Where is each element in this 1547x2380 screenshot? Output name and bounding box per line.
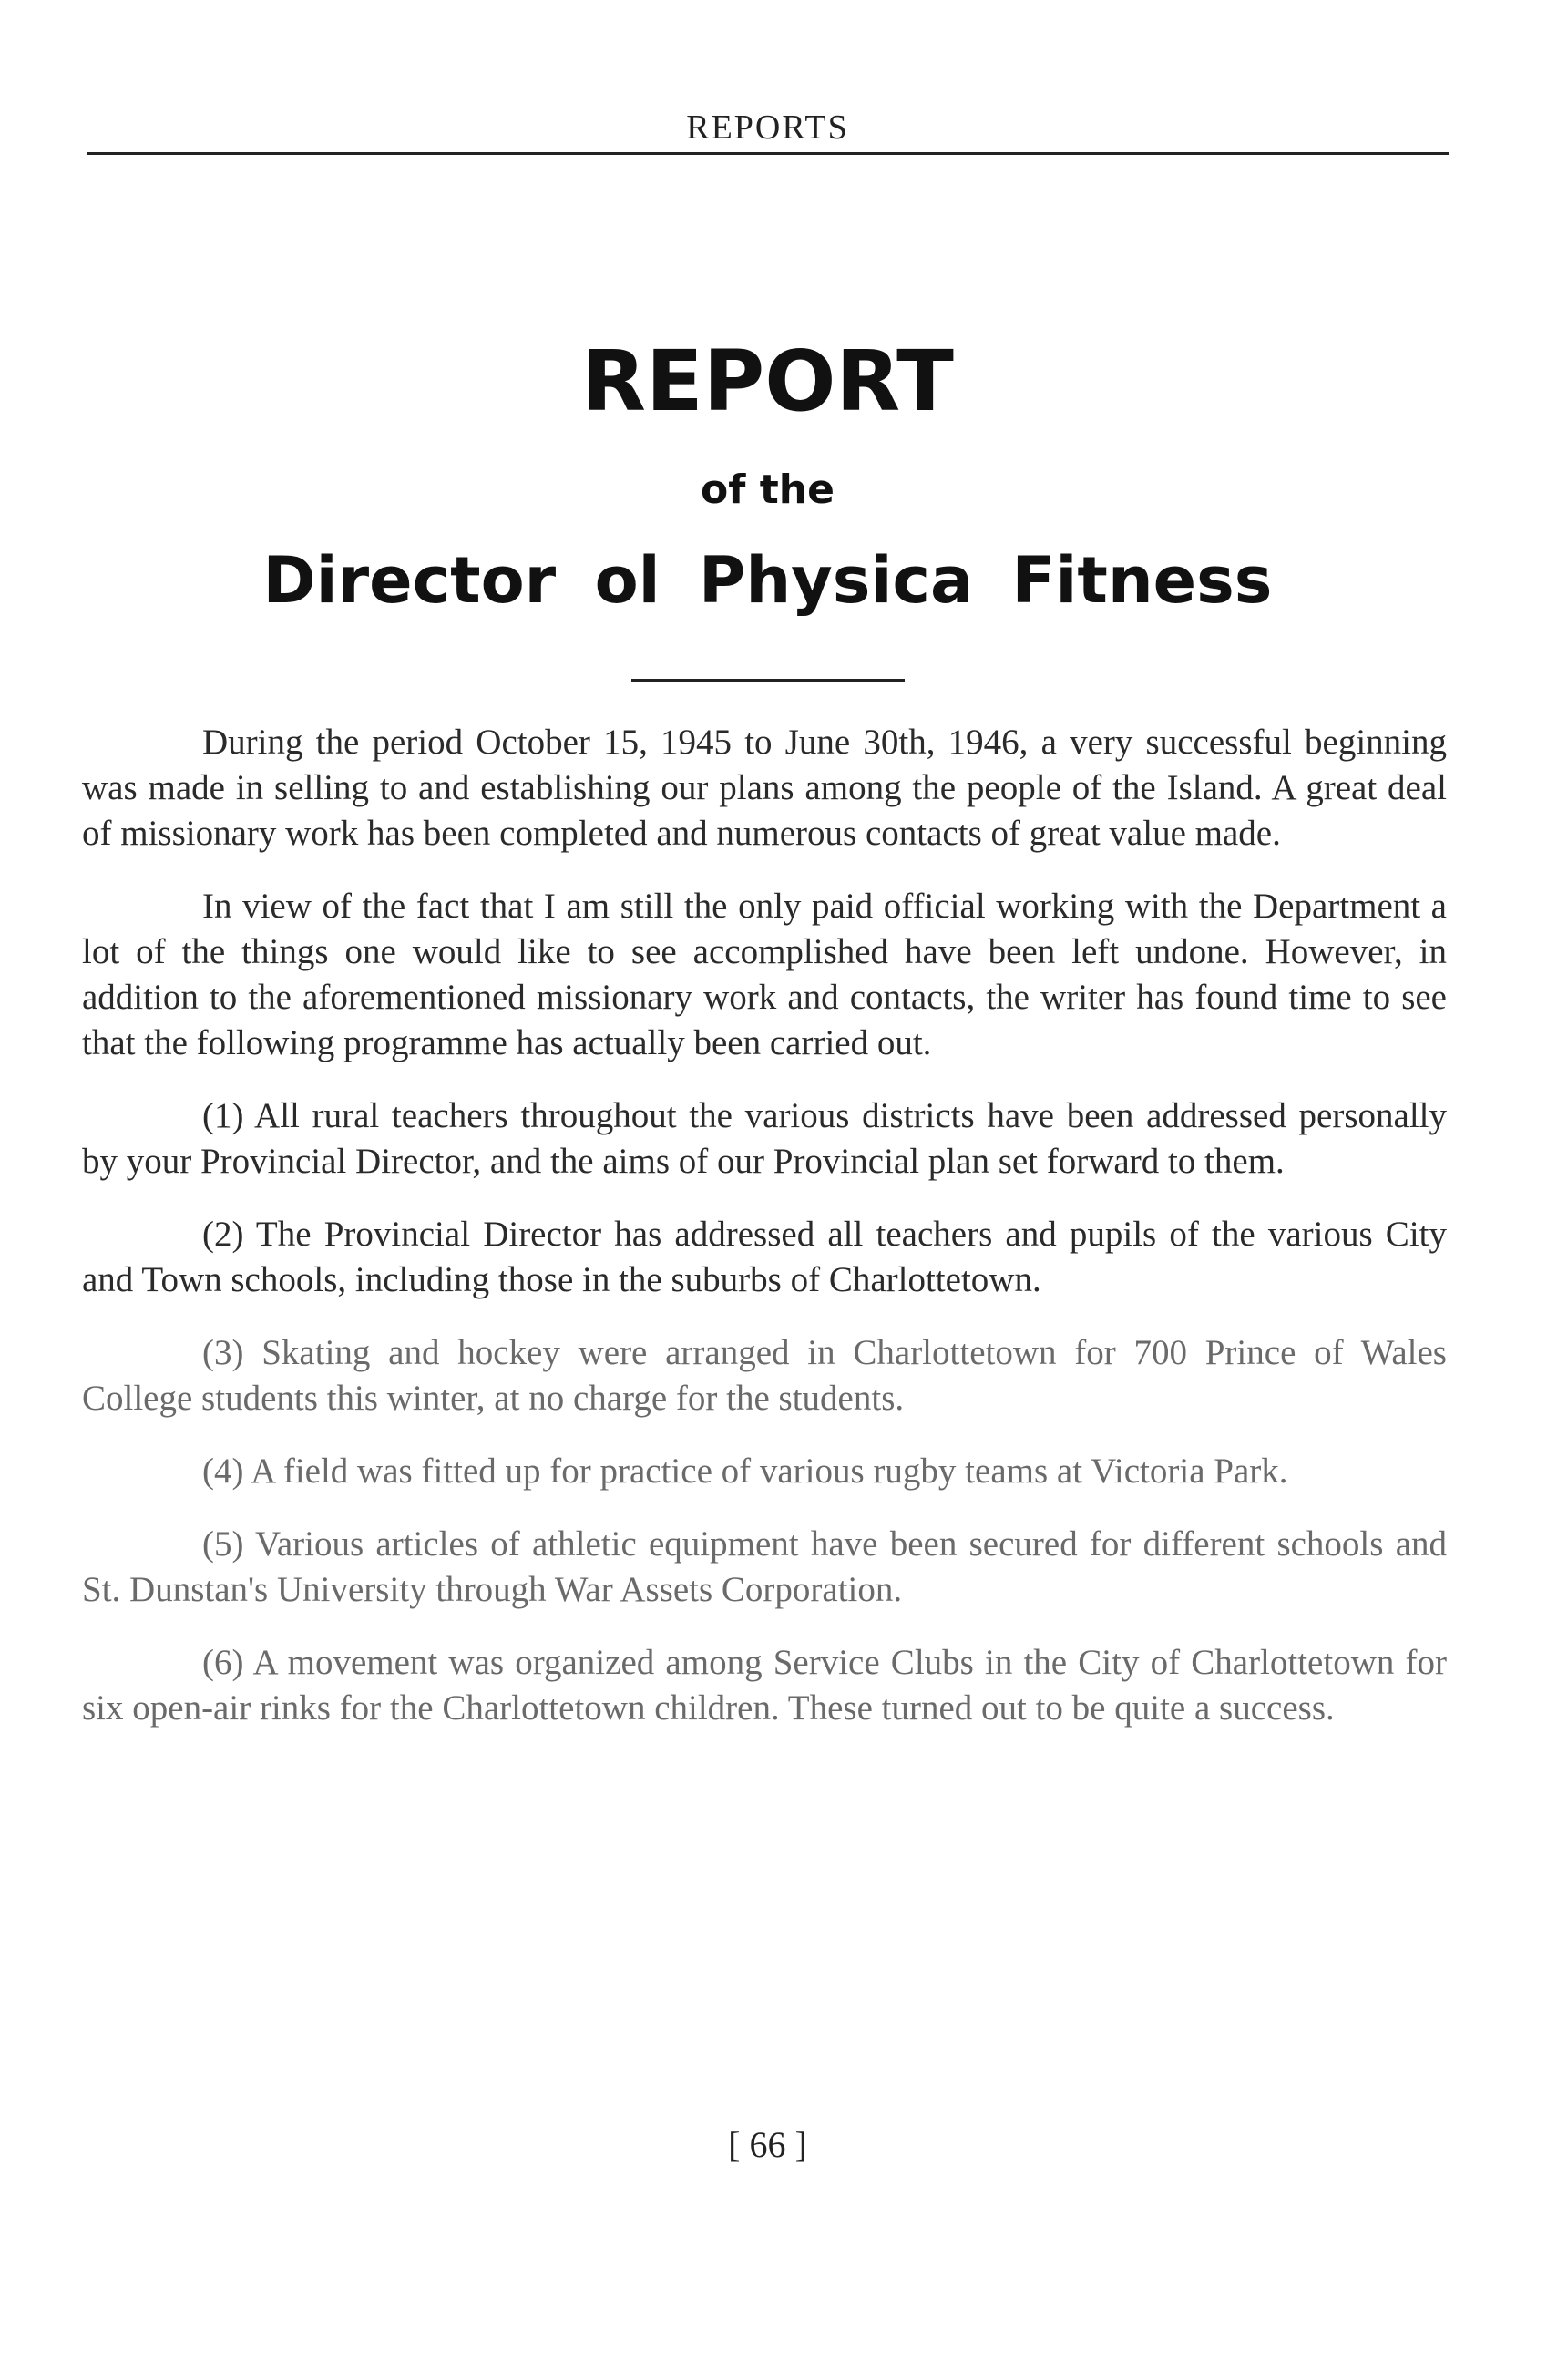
report-subtitle: Director ol Physica Fitness [262, 543, 1273, 618]
list-item-4: (4) A field was fitted up for practice of various rugby teams at Victoria Park. [202, 1452, 1288, 1491]
list-item-3: (3) Skating and hockey were arranged in Charlottetown for 700 Prince of Wales College students this winter, at no charge for the students. [82, 1333, 1447, 1418]
report-title: REPORT [581, 333, 954, 430]
report-body [82, 720, 1447, 1759]
list-item-6: (6) A movement was organized among Service Clubs in the City of Charlottetown for six open-air rinks for the Charlottetown children. These turned out to be quite a success. [82, 1643, 1447, 1728]
page-number: [ 66 ] [728, 2124, 807, 2165]
title-rule [631, 679, 905, 682]
list-item-1: (1) All rural teachers throughout the various districts have been addressed personally by your Provincial Director, and the aims of our Provincial plan set forward to them. [82, 1096, 1447, 1181]
paragraph-intro: During the period October 15, 1945 to June 30th, 1946, a very successful beginning was made in selling to and establishing our plans among the people of the Island. A great deal of missionary work has been completed and numerous contacts of great value made. [82, 723, 1447, 853]
header-rule [87, 152, 1449, 155]
list-item-5: (5) Various articles of athletic equipment have been secured for different schools and St. Dunstan's University through War Assets Corporation. [82, 1524, 1447, 1609]
list-item-2: (2) The Provincial Director has addressed all teachers and pupils of the various City and Town schools, including those in the suburbs of Charlottetown. [82, 1215, 1447, 1299]
paragraph-view: In view of the fact that I am still the only paid official working with the Department a lot of the things one would like to see accomplished have been left undone. However, in addition to the aforementioned missionary work and contacts, the writer has found time to see that the following programme has actually been carried out. [82, 887, 1447, 1062]
running-head: REPORTS [686, 108, 849, 147]
title-connector: of the [701, 467, 835, 513]
